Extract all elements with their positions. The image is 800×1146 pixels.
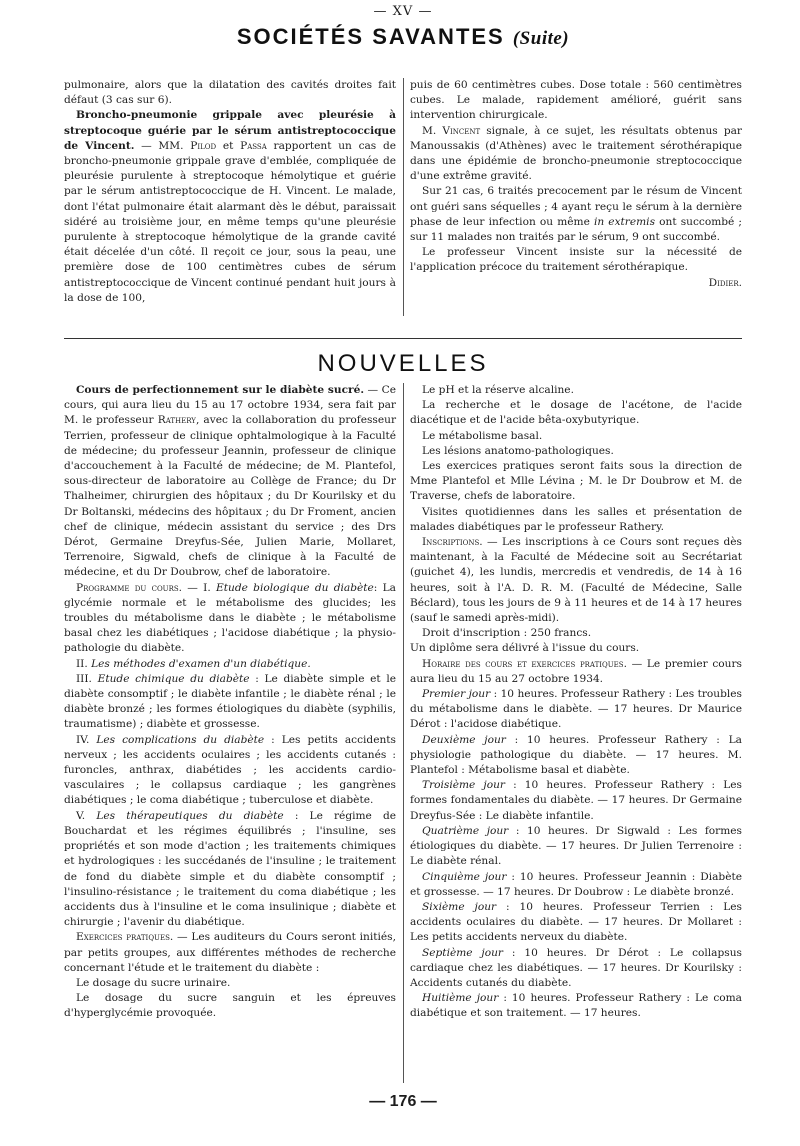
paragraph: Un diplôme sera délivré à l'issue du cours. [410, 642, 640, 655]
day-label: Quatrième jour [422, 824, 509, 837]
rubric-label: Exercices pratiques. [76, 931, 174, 944]
italic-run: in extremis [593, 215, 656, 228]
day-label: Septième jour [422, 946, 503, 959]
text-run: : 10 heures. Dr Sigwald : Les formes étiologiques du diabète. — 17 heures. Dr Julien Terrenoire : Le diabète rénal. [410, 824, 742, 868]
text-run: V. [76, 809, 97, 822]
text-run: II. [76, 657, 92, 670]
text-run: : Le régime de Bouchardat et les régimes équilibrés ; l'insuline, ses propriétés et son mode d'action ; les traitements chimiques et hydrologiques : les succédanés de l'insuline ; le traitement de fond du diabète simple et du diabète consomptif ; l'insulino-résistance ; le traitement du coma diabétique ; les accidents dus à l'insuline et le coma insulinique ; diabète et chirurgie ; l'avenir du diabétique. [64, 809, 396, 929]
schedule-day [410, 900, 742, 946]
rubric-label: Horaire des cours et exercices pratiques. [422, 657, 627, 670]
text-run: — [364, 384, 382, 396]
schedule-day [410, 824, 742, 870]
column-divider [403, 383, 404, 1083]
article-title: Cours de perfectionnement sur le diabète sucré. [76, 384, 365, 396]
paragraph [410, 535, 742, 626]
paragraph: Le dosage du sucre sanguin et les épreuves d'hyperglycémie provoquée. [64, 992, 396, 1020]
paragraph [64, 809, 396, 931]
section-title-societes [64, 24, 742, 50]
text-run: signale, à ce sujet, les résultats obtenus par Manoussakis (d'Athènes) avec le traitement sérothérapique dans une épidémie de broncho-pneumonie streptococcique d'une extrême gravité. [410, 124, 742, 183]
italic-run: Les méthodes d'examen d'un diabétique. [91, 657, 311, 670]
section-rule [64, 338, 742, 339]
section-title-text: SOCIÉTÉS SAVANTES [236, 24, 505, 49]
page [64, 0, 742, 1146]
text-run: — I. [182, 581, 217, 594]
schedule-day [410, 870, 742, 900]
paragraph [410, 657, 742, 687]
text-run: , avec la collaboration du professeur Terrien, professeur de clinique ophtalmologique à la Faculté de médecine; du professeur Jeannin, professeur de clinique d'accouchement à la Faculté de médecine; de M. Plantefol, sous-directeur de laboratoire au Collège de France; du Dr Thalheimer, chirurgien des hôpitaux ; du Dr Kourilsky et du Dr Boltanski, médecins des hôpitaux ; du Dr Froment, ancien chef de clinique, médecin assistant du service ; des Drs Dérot, Germaine Dreyfus-Sée, Julien Marie, Mollaret, Terrenoire, Sigwald, chefs de clinique à la Faculté de médecine, et du Dr Doubrow, chef de laboratoire. [64, 414, 397, 579]
paragraph [64, 733, 396, 809]
paragraph: pulmonaire, alors que la dilatation des cavités droites fait défaut (3 cas sur 6). [64, 79, 396, 107]
paragraph: Droit d'inscription : 250 francs. [422, 627, 592, 640]
text-run: — Les inscriptions à ce Cours sont reçues dès maintenant, à la Faculté de Médecine soit au Secrétariat (guichet 4), les lundis, mercredis et vendredis, de 14 à 16 heures, soit à l'A. D. R. M. (Faculté de Médecine, Salle Béclard), tous les jours de 9 à 11 heures et de 14 à 17 heures (sauf le samedi après-midi). [410, 536, 742, 625]
text-run: : Le diabète simple et le diabète consomptif ; le diabète infantile ; le diabète rénal ; le diabète bronzé ; les formes étiologiques du diabète (syphilis, traumatisme) ; diabète et grossesse. [64, 672, 396, 731]
societes-column-left [64, 78, 396, 306]
rubric-label: Programme du cours. [76, 581, 183, 594]
section-title-nouvelles: NOUVELLES [317, 350, 489, 377]
page-number: — 176 — [369, 1093, 437, 1110]
paragraph [64, 657, 396, 672]
day-label: Sixième jour [422, 900, 497, 913]
text-run: : La glycémie normale et le métabolisme des glucides; les troubles du métabolisme dans le diabète ; le métabolisme basal chez les diabétiques ; l'acidose diabétique ; la physio-pathologie du diabète. [64, 581, 396, 655]
author-name: Vincent [442, 124, 481, 137]
paragraph [410, 124, 742, 185]
paragraph [410, 184, 742, 245]
text-run: — MM. [134, 139, 191, 152]
text-run: : 10 heures. Professeur Rathery : La physiologie pathologique du diabète. — 17 heures. M. Plantefol : Métabolisme basal et diabète. [410, 733, 742, 777]
paragraph: Les exercices pratiques seront faits sous la direction de Mme Plantefol et Mlle Lévina ; M. le Dr Doubrow et M. de Traverse, chefs de laboratoire. [410, 460, 742, 503]
italic-run: Etude biologique du diabète [216, 581, 374, 594]
text-run: Ce cours, qui aura lieu du 15 au 17 octobre 1934, sera fait par M. le professeur [64, 384, 396, 427]
author-name: Rathery [157, 414, 196, 427]
italic-run: Les complications du diabète [96, 733, 265, 746]
schedule-day [410, 733, 742, 779]
day-label: Premier jour [422, 688, 491, 701]
paragraph: Le pH et la réserve alcaline. [422, 384, 574, 396]
day-label: Deuxième jour [422, 733, 506, 746]
paragraph: puis de 60 centimètres cubes. Dose totale : 560 centimètres cubes. Le malade, rapidement amélioré, guérit sans intervention chirurgicale. [410, 79, 742, 122]
author-name: Pilod [190, 139, 217, 152]
nouvelles-column-right [410, 383, 742, 1022]
day-label: Cinquième jour [422, 870, 507, 883]
text-run: : 10 heures. Professeur Terrien : Les accidents oculaires du diabète. — 17 heures. Dr Mollaret : Les petits accidents nerveux du diabète. [410, 900, 742, 944]
text-run: rapportent un cas de broncho-pneumonie grippale grave d'emblée, compliquée de pleurésie purulente à streptocoque hémolytique et guérie par le sérum antistreptococcique de H. Vincent. Le malade, dont l'état pulmonaire était alarmant dès le début, paraissait sidéré au troisième jour, en même temps qu'une pleurésie purulente à streptocoque hémolytique de la grande cavité était décelée d'un côté. Il reçoit ce jour, sous la peau, une première dose de 100 centimètres cubes de sérum antistreptococcique de Vincent continué pendant huit jours à la dose de 100, [64, 139, 397, 304]
column-divider [403, 78, 404, 316]
text-run: et [216, 139, 241, 152]
paragraph [64, 672, 396, 733]
paragraph: La recherche et le dosage de l'acétone, de l'acide diacétique et de l'acide bêta-oxybutyrique. [410, 399, 742, 427]
text-run: : 10 heures. Professeur Rathery : Les troubles du métabolisme dans le diabète. — 17 heures. Dr Maurice Dérot : l'acidose diabétique. [410, 688, 742, 731]
text-run: IV. [76, 733, 97, 746]
italic-run: Etude chimique du diabète [97, 672, 250, 685]
paragraph: Le dosage du sucre urinaire. [76, 976, 231, 989]
paragraph [64, 383, 396, 581]
italic-run: Les thérapeutiques du diabète [96, 809, 284, 822]
schedule-day [410, 991, 742, 1021]
running-folio: — XV — [373, 4, 433, 19]
schedule-day [410, 778, 742, 824]
text-run: — Le premier cours aura lieu du 15 au 27 octobre 1934. [410, 657, 742, 685]
article-title: Broncho-pneumonie grippale avec pleurésie à streptocoque guérie par le sérum antistreptococcique de Vincent. [64, 109, 396, 152]
day-label: Huitième jour [422, 992, 499, 1005]
text-run: : 10 heures. Dr Dérot : Le collapsus cardiaque chez les diabétiques. — 17 heures. Dr Kourilsky : Accidents cutanés du diabète. [410, 946, 742, 989]
author-name: Passa [240, 139, 267, 152]
text-run: — Les auditeurs du Cours seront initiés, par petits groupes, aux différentes méthodes de recherche concernant l'étude et le traitement du diabète : [64, 931, 396, 974]
signature: Didier. [708, 276, 742, 289]
text-run: : 10 heures. Professeur Rathery : Les formes fondamentales du diabète. — 17 heures. Dr Germaine Dreyfus-Sée : Le diabète infantile. [410, 779, 742, 822]
nouvelles-column-left [64, 383, 396, 1022]
day-label: Troisième jour [422, 779, 505, 792]
paragraph: Les lésions anatomo-pathologiques. [422, 444, 614, 457]
text-run: : 10 heures. Professeur Jeannin : Diabète et grossesse. — 17 heures. Dr Doubrow : Le diabète bronzé. [410, 870, 743, 898]
paragraph: Le métabolisme basal. [422, 429, 543, 442]
paragraph [64, 581, 396, 657]
text-run: ont succombé ; sur 11 malades non traités par le sérum, 9 ont succombé. [410, 215, 743, 244]
schedule-day [410, 946, 742, 992]
text-run: : 10 heures. Professeur Rathery : Le coma diabétique et son traitement. — 17 heures. [410, 992, 742, 1020]
paragraph: Visites quotidiennes dans les salles et présentation de malades diabétiques par le professeur Rathery. [410, 505, 742, 533]
section-title-suffix: (Suite) [512, 28, 570, 49]
societes-column-right [410, 78, 742, 291]
paragraph [64, 930, 396, 976]
text-run: III. [76, 672, 98, 685]
text-run: : Les petits accidents nerveux ; les accidents oculaires ; les accidents cutanés : furoncles, anthrax, diabétides ; les accidents cardio-vasculaires ; le collapsus cardiaque ; les gangrènes diabétiques ; le coma diabétique ; tuberculose et diabète. [64, 733, 396, 807]
text-run: Sur 21 cas, 6 traités precocement par le résum de Vincent ont guéri sans séquelles ; 4 ayant reçu le sérum à la dernière phase de leur infection ou même [410, 185, 742, 228]
text-run: M. [422, 124, 443, 137]
paragraph: Le professeur Vincent insiste sur la nécessité de l'application précoce du traitement sérothérapique. [410, 246, 742, 274]
rubric-label: Inscriptions. [422, 536, 483, 549]
article-broncho-pneumonie [64, 108, 396, 306]
schedule-day [410, 687, 742, 733]
